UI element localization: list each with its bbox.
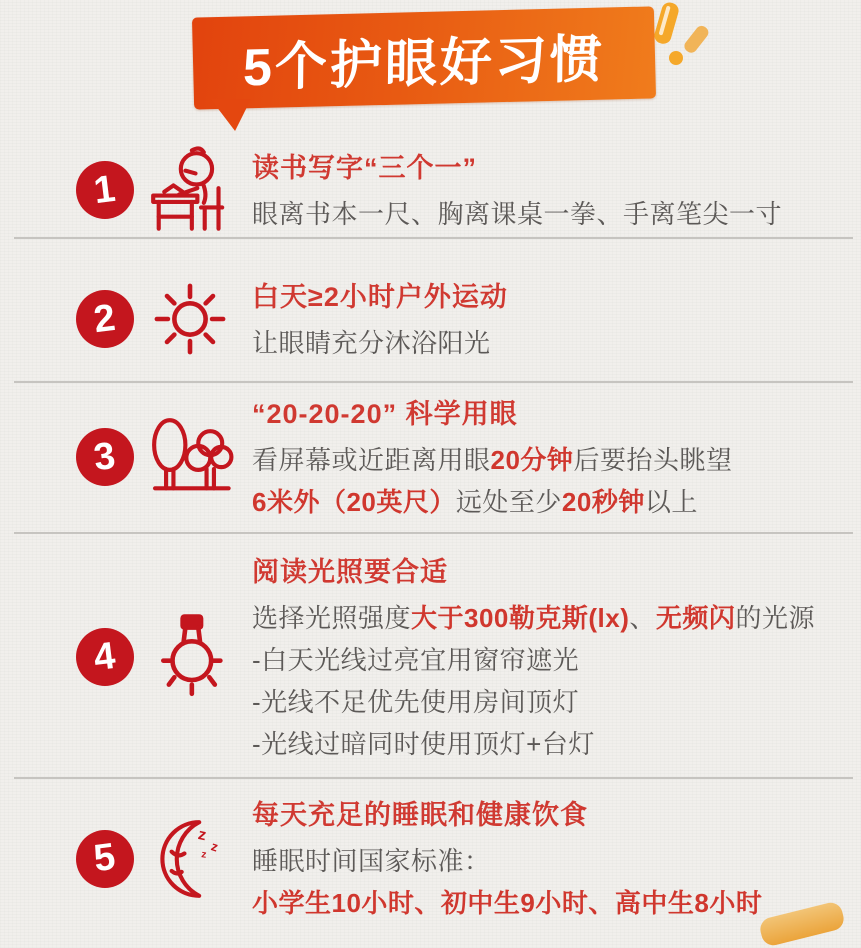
svg-text:z: z [200, 848, 208, 861]
body-line [252, 723, 815, 765]
section-text [252, 146, 782, 235]
section-body [252, 597, 815, 765]
svg-text:z: z [209, 837, 221, 855]
habit-section [0, 258, 861, 380]
svg-text:z: z [196, 825, 208, 844]
body-text: 选择光照强度 [252, 602, 412, 633]
body-line [252, 439, 732, 481]
body-text: -光线不足优先使用房间顶灯 [252, 686, 580, 717]
body-line [252, 840, 762, 882]
emphasis-text: 20秒钟 [561, 486, 645, 517]
body-line [252, 193, 782, 235]
section-title: “20-20-20” 科学用眼 [252, 398, 518, 429]
body-line [252, 882, 762, 924]
body-text: 眼离书本一尺、胸离课桌一拳、手离笔尖一寸 [252, 198, 783, 229]
body-line [252, 681, 815, 723]
divider [14, 777, 853, 779]
light-bulb-icon [144, 611, 236, 703]
habit-section [0, 790, 861, 927]
section-text [252, 793, 762, 924]
emphasis-text: 小学生10小时、初中生9小时、高中生8小时 [252, 888, 763, 918]
section-icon-box [140, 411, 240, 503]
body-line [252, 597, 815, 639]
section-icon-box [140, 611, 240, 703]
section-title: 读书写字“三个一” [252, 152, 477, 183]
body-text: 让眼睛充分沐浴阳光 [252, 327, 491, 358]
emphasis-text: 无频闪 [655, 602, 736, 633]
header-banner [192, 6, 656, 109]
section-number: 3 [91, 434, 118, 479]
section-icon-box [140, 813, 240, 905]
section-title: 每天充足的睡眠和健康饮食 [252, 800, 588, 830]
habit-section [0, 552, 861, 762]
section-number: 2 [91, 296, 118, 341]
section-number: 4 [91, 634, 118, 679]
emphasis-text: 6米外（20英尺） [252, 486, 456, 517]
body-line [252, 639, 815, 681]
body-text: 睡眠时间国家标准： [252, 846, 491, 876]
section-number: 1 [91, 167, 118, 212]
divider [14, 532, 853, 534]
trees-icon [144, 411, 236, 503]
section-number: 5 [91, 835, 118, 881]
section-icon-box [140, 273, 240, 365]
section-icon-box [140, 144, 240, 236]
body-line [252, 481, 732, 523]
body-text: -光线过暗同时使用顶灯+台灯 [252, 728, 595, 759]
body-text: -白天光线过亮宜用窗帘遮光 [252, 644, 580, 675]
page-title: 5个护眼好习惯 [242, 30, 606, 97]
habit-section [0, 394, 861, 520]
number-badge [76, 628, 134, 686]
sleeping-moon-icon [144, 813, 236, 905]
number-badge [76, 161, 134, 219]
section-text [252, 275, 508, 364]
banner-tail [209, 99, 251, 131]
section-body [252, 322, 508, 364]
section-text [252, 550, 815, 765]
section-title: 阅读光照要合适 [252, 556, 448, 587]
body-text: 、 [629, 602, 656, 633]
emphasis-text: 大于300勒克斯(lx) [411, 602, 630, 633]
body-text: 后要抬头眺望 [573, 444, 733, 475]
section-text [252, 392, 732, 523]
body-text: 以上 [644, 486, 698, 517]
sun-icon [144, 273, 236, 365]
body-text: 看屏幕或近距离用眼 [252, 444, 491, 475]
number-badge [76, 830, 134, 888]
section-title: 白天≥2小时户外运动 [252, 281, 508, 312]
body-text: 的光源 [735, 602, 815, 633]
emphasis-text: 20分钟 [490, 444, 574, 475]
section-body [252, 193, 782, 235]
child-studying-icon [144, 144, 236, 236]
body-text: 远处至少 [455, 486, 562, 517]
section-body [252, 439, 732, 523]
number-badge [76, 290, 134, 348]
habit-section [0, 140, 861, 240]
exclamation-marks-icon [646, 0, 726, 80]
body-line [252, 322, 508, 364]
section-body [252, 840, 762, 924]
number-badge [76, 428, 134, 486]
divider [14, 381, 853, 383]
